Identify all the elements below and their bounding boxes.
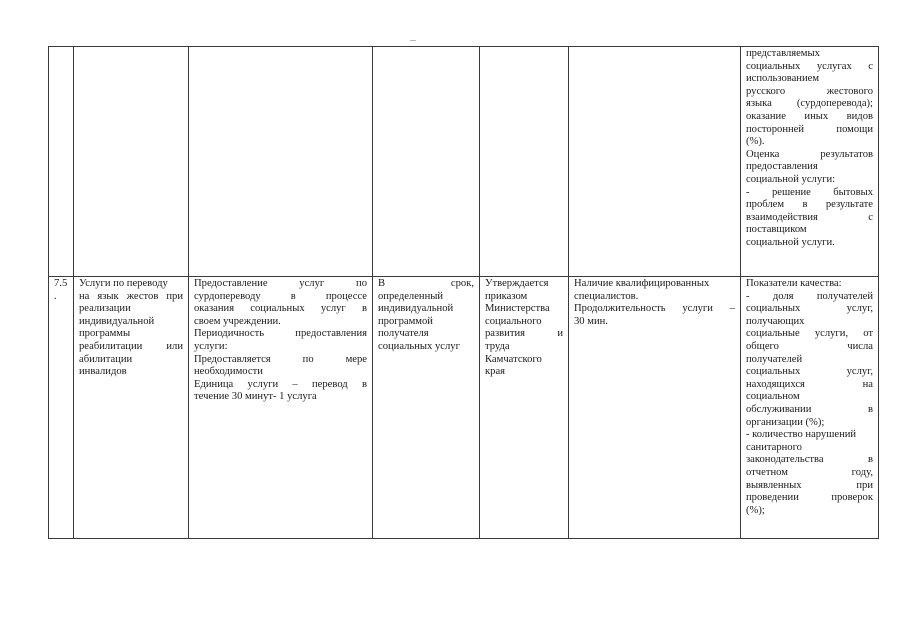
text-line: - решение бытовых xyxy=(746,186,873,198)
text-line: организации (%); xyxy=(746,416,825,428)
text-line: определенный xyxy=(378,290,444,302)
text-line: русского жестового xyxy=(746,85,873,97)
text-line: индивидуальной xyxy=(378,303,454,315)
text-line: (%). xyxy=(746,136,765,148)
cell-conditions xyxy=(569,277,741,539)
text-line: края xyxy=(485,366,506,378)
text-line: программой xyxy=(378,315,433,327)
text-line: законодательства в xyxy=(746,454,873,466)
cell-term-empty xyxy=(373,47,480,277)
text-line: необходимости xyxy=(194,366,263,378)
text-line: Услуги по переводу xyxy=(79,278,168,289)
text-line: труда xyxy=(485,340,510,352)
text-line: программы xyxy=(79,328,131,340)
service-approval-text xyxy=(485,278,563,379)
text-line: Единица услуги – перевод в xyxy=(194,378,367,390)
text-line: социальных услуг, xyxy=(746,303,873,315)
text-line: проведении проверок xyxy=(746,492,873,504)
text-line: приказом xyxy=(485,290,528,302)
text-line: поставщиком xyxy=(746,224,807,236)
service-term-text xyxy=(378,278,474,354)
text-line: Наличие квалифицированных xyxy=(574,278,710,289)
text-line: общего числа xyxy=(746,340,873,352)
text-line: выявленных при xyxy=(746,479,873,491)
text-line: своем учреждении. xyxy=(194,315,281,327)
scan-artifact xyxy=(410,40,416,41)
text-line: на язык жестов при xyxy=(79,290,183,302)
text-line: течение 30 минут- 1 услуга xyxy=(194,391,317,403)
text-line: оказание иных видов xyxy=(746,110,873,122)
text-line: социальных услуг, xyxy=(746,366,873,378)
cell-approval xyxy=(480,277,569,539)
text-line: 30 мин. xyxy=(574,315,608,327)
text-line: социальной услуги: xyxy=(746,173,836,185)
text-line: - количество нарушений xyxy=(746,429,857,441)
text-line: посторонней помощи xyxy=(746,123,873,135)
text-line: предоставления xyxy=(746,161,818,173)
text-line: реабилитации или xyxy=(79,340,183,352)
cell-service-empty xyxy=(74,47,189,277)
text-line: Предоставление услуг по xyxy=(194,278,367,289)
text-line: Камчатского xyxy=(485,353,542,365)
text-line: абилитации xyxy=(79,353,133,365)
text-line: использованием xyxy=(746,73,820,85)
cell-description-empty xyxy=(189,47,373,277)
text-line: получающих xyxy=(746,315,805,327)
text-line: услуги: xyxy=(194,340,228,352)
text-line: индивидуальной xyxy=(79,315,155,327)
row-number-dot: . xyxy=(54,290,57,302)
text-line: социальные услуги, от xyxy=(746,328,873,340)
cell-conditions-empty xyxy=(569,47,741,277)
text-line: реализации xyxy=(79,303,131,315)
text-line: сурдопереводу в процессе xyxy=(194,290,367,302)
text-line: социальном xyxy=(746,391,800,403)
text-line: санитарного xyxy=(746,441,802,453)
service-description-text xyxy=(194,278,367,404)
text-line: Предоставляется по мере xyxy=(194,353,367,365)
text-line: социальной услуги. xyxy=(746,236,835,248)
service-conditions-text xyxy=(574,278,735,328)
text-line: специалистов. xyxy=(574,290,639,302)
text-line: находящихся на xyxy=(746,378,873,390)
text-line: получателя xyxy=(378,328,429,340)
text-line: Показатели качества: xyxy=(746,278,842,289)
text-line: инвалидов xyxy=(79,366,127,378)
service-name-text xyxy=(79,278,183,379)
text-line: В срок, xyxy=(378,278,474,289)
text-line: отчетном году, xyxy=(746,466,873,478)
text-line: социальных услугах с xyxy=(746,60,873,72)
text-line: Министерства xyxy=(485,303,550,315)
text-line: Продолжительность услуги – xyxy=(574,303,735,315)
cell-description xyxy=(189,277,373,539)
service-quality-text xyxy=(746,278,873,517)
text-line: взаимодействия с xyxy=(746,211,873,223)
text-line: развития и xyxy=(485,328,563,340)
text-line: социального xyxy=(485,315,542,327)
text-line: оказания социальных услуг в xyxy=(194,303,367,315)
text-line: Периодичность предоставления xyxy=(194,328,367,340)
cell-number-empty xyxy=(49,47,74,277)
quality-continued-text xyxy=(746,48,873,250)
services-table xyxy=(48,46,879,539)
table-row-7-5 xyxy=(49,277,879,539)
text-line: получателей xyxy=(746,353,803,365)
text-line: (%); xyxy=(746,504,765,516)
cell-quality-continued xyxy=(741,47,879,277)
cell-approval-empty xyxy=(480,47,569,277)
text-line: представляемых xyxy=(746,48,820,59)
cell-quality xyxy=(741,277,879,539)
text-line: социальных услуг xyxy=(378,340,460,352)
cell-number xyxy=(49,277,74,539)
text-line: Оценка результатов xyxy=(746,148,873,160)
text-line: языка (сурдоперевода); xyxy=(746,98,873,110)
cell-service-name xyxy=(74,277,189,539)
text-line: - доля получателей xyxy=(746,290,873,302)
text-line: Утверждается xyxy=(485,278,549,289)
table-row-continued xyxy=(49,47,879,277)
text-line: проблем в результате xyxy=(746,199,873,211)
cell-term xyxy=(373,277,480,539)
row-number: 7.5 xyxy=(54,278,68,289)
text-line: обслуживании в xyxy=(746,403,873,415)
